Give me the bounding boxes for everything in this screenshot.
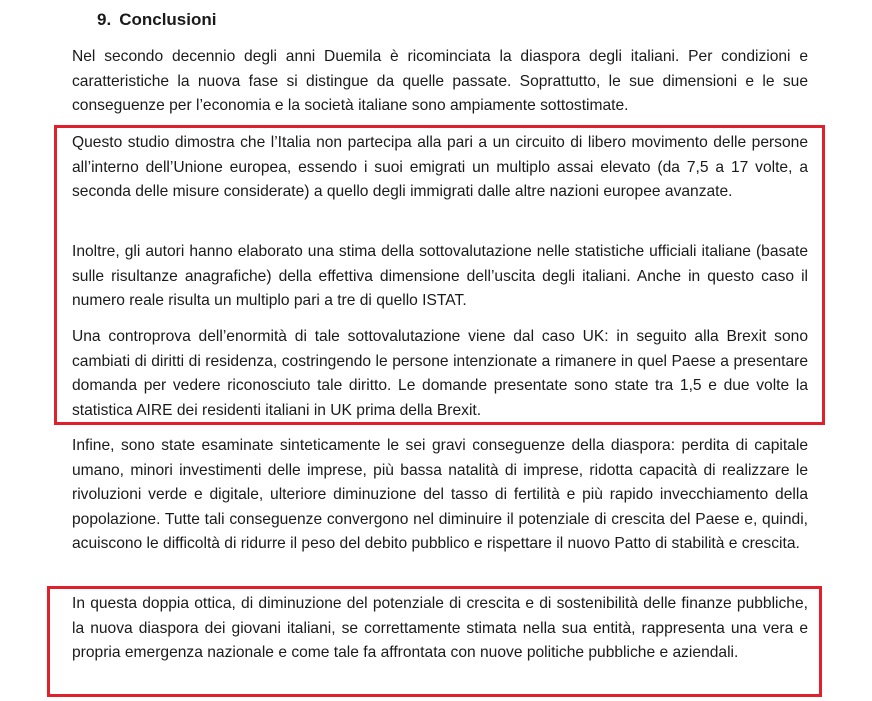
paragraph-consequences: Infine, sono state esaminate sinteticamente le sei gravi conseguenze della diaspora: perdita di capitale umano, minori investimenti delle imprese, più bassa natalità di imprese, ridotta capacità di realizzare le rivoluzioni verde e digitale, ulteriore diminuzione del tasso di fertilità e più rapido invecchiamento della popolazione. Tutte tali conseguenze convergono nel diminuire il potenziale di crescita del Paese e, quindi, acuiscono le difficoltà di ridurre il peso del debito pubblico e rispettare il nuovo Patto di stabilità e crescita.: [72, 437, 808, 552]
paragraph-intro: Nel secondo decennio degli anni Duemila è ricominciata la diaspora degli italiani. Per condizioni e caratteristiche la nuova fase si distingue da quelle passate. Soprattutto, le sue dimensioni e le sue conseguenze per l’economia e la società italiane sono ampiamente sottostimate.: [72, 48, 808, 114]
paragraph-emergency: In questa doppia ottica, di diminuzione del potenziale di crescita e di sostenibilità delle finanze pubbliche, la nuova diaspora dei giovani italiani, se correttamente stimata nella sua entità, rappresenta una vera e propria emergenza nazionale e come tale fa affrontata con nuove politiche pubbliche e aziendali.: [72, 595, 808, 661]
paragraph-underestimation: Inoltre, gli autori hanno elaborato una stima della sottovalutazione nelle statistiche ufficiali italiane (basate sulle risultanze anagrafiche) della effettiva dimensione dell’uscita degli italiani. Anche in questo caso il numero reale risulta un multiplo pari a tre di quello ISTAT.: [72, 243, 808, 309]
paragraph-uk-counterproof: Una controprova dell’enormità di tale sottovalutazione viene dal caso UK: in seguito alla Brexit sono cambiati di diritti di residenza, costringendo le persone intenzionate a rimanere in quel Paese a presentare domanda per vedere riconosciuto tale diritto. Le domande presentate sono state tra 1,5 e due volte la statistica AIRE dei residenti italiani in UK prima della Brexit.: [72, 328, 808, 419]
paragraph-study: Questo studio dimostra che l’Italia non partecipa alla pari a un circuito di libero movimento delle persone all’interno dell’Unione europea, essendo i suoi emigrati un multiplo assai elevato (da 7,5 a 17 volte, a seconda delle misure considerate) a quello degli immigrati dalle altre nazioni europee avanzate.: [72, 134, 808, 200]
section-heading: [97, 8, 216, 32]
section-number: 9.: [97, 10, 112, 29]
section-title: Conclusioni: [119, 10, 217, 29]
